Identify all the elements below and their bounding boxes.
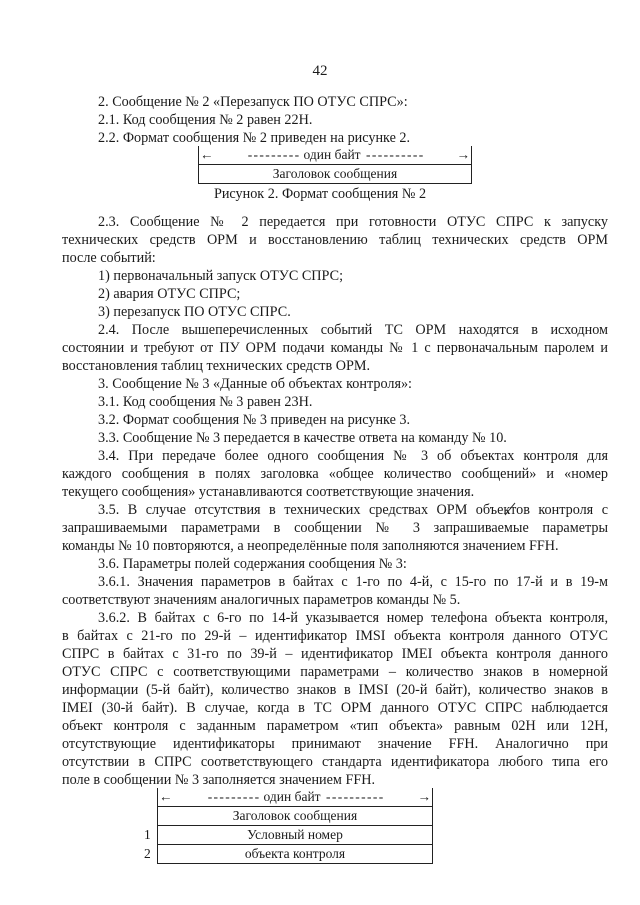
para-3-6-2-line-10: поле в сообщении № 3 заполняется значением FFH. [62,772,376,788]
table-row [144,845,432,864]
para-2-3-line-1: 2.3. Сообщение № 2 передается при готовности ОТУС СПРС к запуску [98,214,608,230]
para-3-4-line-2: каждого сообщения в полях заголовка «общее количество сообщений» и «номер [62,466,608,482]
para-3-6-2-line-4: ОТУС СПРС с соответствующими параметрами – количество знаков в номерной [62,664,608,680]
header-row-2: Заголовок сообщения [158,807,432,826]
list-item-3: 3) перезапуск ПО ОТУС СПРС. [98,304,291,320]
item-3-6: 3.6. Параметры полей содержания сообщения № 3: [98,556,407,572]
list-item-2: 2) авария ОТУС СПРС; [98,286,241,302]
table-row [144,826,432,845]
byte-label: один байт [301,147,364,162]
para-2-4-line-3: восстановления таблиц технических средств ОРМ. [62,358,371,374]
para-3-5-line-1: 3.5. В случае отсутствия в технических средствах ОРМ объектов контроля с [98,502,608,518]
para-3-6-2-line-7: объект контроля с заданным параметром «тип объекта» равным 02Н или 12Н, [62,718,608,734]
row-number: 2 [144,846,151,861]
figure-2-caption: Рисунок 2. Формат сообщения № 2 [213,186,427,202]
row-text: Условный номер [247,827,343,842]
para-2-3-line-2: технических средств ОРМ и восстановлению таблиц технических средств ОРМ [62,232,608,248]
para-2-3-line-3: после событий: [62,250,156,266]
para-3-6-2-line-2: в байтах с 21-го по 29-й – идентификатор IMSI объекта контроля данного ОТУС [62,628,608,644]
row-number: 1 [144,827,151,842]
byte-width-indicator-2: ← - - - - - - - - - один байт - - - - - - - - - - → [158,788,432,807]
list-item-1: 1) первоначальный запуск ОТУС СПРС; [98,268,344,284]
figure-2-table [198,146,472,184]
header-row: Заголовок сообщения [199,165,471,184]
para-3-4-line-1: 3.4. При передаче более одного сообщения № 3 об объектах контроля для [98,448,608,464]
para-3-6-2-line-1: 3.6.2. В байтах с 6-го по 14-й указывается номер телефона объекта контроля, [98,610,608,626]
section-2-heading: 2. Сообщение № 2 «Перезапуск ПО ОТУС СПРС»: [98,94,408,110]
para-3-6-1-line-1: 3.6.1. Значения параметров в байтах с 1-го по 4-й, с 15-го по 17-й и в 19-м [98,574,608,590]
item-2-1: 2.1. Код сообщения № 2 равен 22Н. [98,112,313,128]
figure-3-table [144,788,433,864]
para-3-5-line-2: запрашиваемыми параметрами в сообщении № 3 запрашиваемые параметры [62,520,608,536]
para-3-6-2-line-5: информации (5-й байт), количество знаков в IMSI (20-й байт), количество знаков в [62,682,608,698]
item-3-3: 3.3. Сообщение № 3 передается в качестве ответа на команду № 10. [98,430,507,446]
para-3-6-2-line-8: отсутствующие идентификаторы принимают значение FFH. Аналогично при [62,736,608,752]
page-number: 42 [312,63,328,79]
item-2-2: 2.2. Формат сообщения № 2 приведен на рисунке 2. [98,130,411,146]
row-text: объекта контроля [244,846,346,861]
para-3-6-2-line-3: СПРС в байтах с 31-го по 39-й – идентификатор IMEI объекта контроля данного [62,646,608,662]
para-3-6-2-line-6: IMEI (30-й байт). В случае, когда в ТС ОРМ данного ОТУС СПРС наблюдается [62,700,608,716]
para-3-6-2-line-9: отсутствии в СПРС соответствующего стандарта идентификатора любого типа его [62,754,608,770]
para-3-5-line-3: команды № 10 повторяются, а неопределённые поля заполняются значением FFH. [62,538,559,554]
para-2-4-line-1: 2.4. После вышеперечисленных событий ТС ОРМ находятся в исходном [98,322,608,338]
section-3-heading: 3. Сообщение № 3 «Данные об объектах контроля»: [98,376,413,392]
para-3-4-line-3: текущего сообщения» устанавливаются соответствующие значения. [62,484,475,500]
byte-width-indicator: ← - - - - - - - - - один байт - - - - - - - - - - → [199,146,471,165]
para-3-6-1-line-2: соответствуют значениям аналогичных параметров команды № 5. [62,592,461,608]
item-3-2: 3.2. Формат сообщения № 3 приведен на рисунке 3. [98,412,411,428]
item-3-1: 3.1. Код сообщения № 3 равен 23Н. [98,394,313,410]
para-2-4-line-2: состоянии и требуют от ПУ ОРМ подачи команды № 1 с первоначальным паролем и [62,340,608,356]
byte-label-2: один байт [261,789,324,804]
